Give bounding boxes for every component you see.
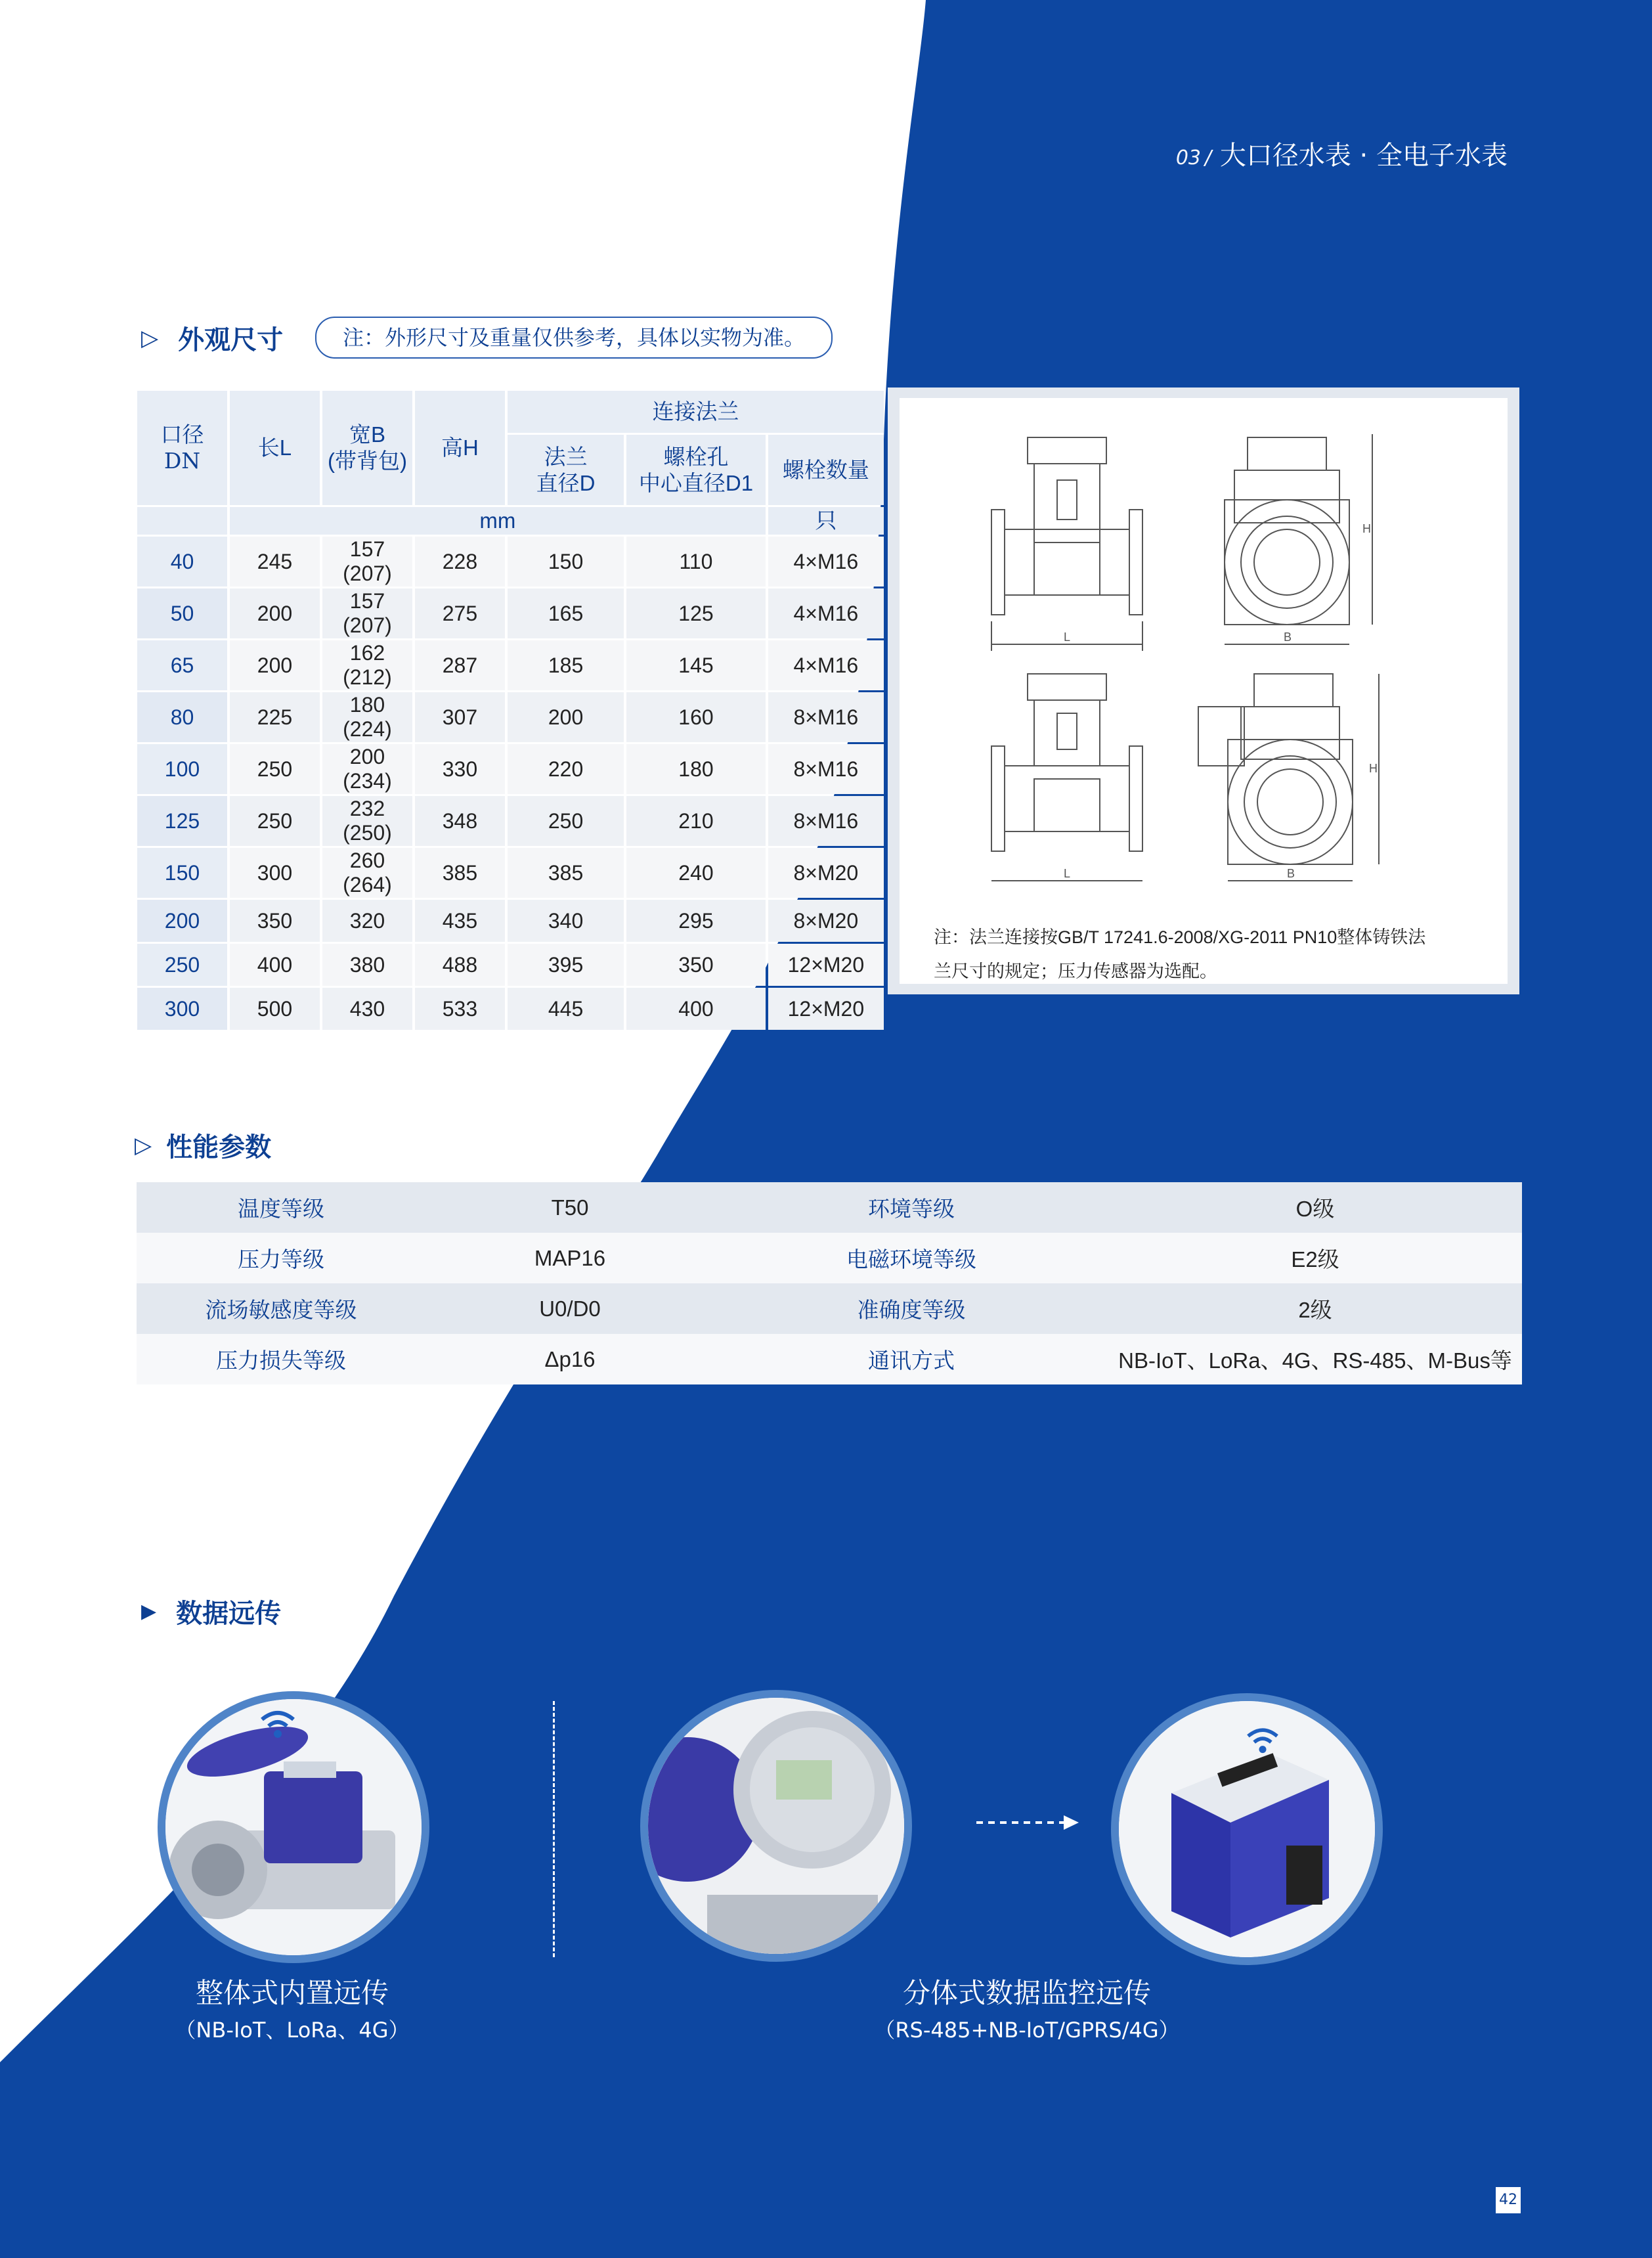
cell-length: 245 xyxy=(230,537,320,587)
dashed-arrow-icon xyxy=(975,1813,1080,1832)
performance-heading-text: 性能参数 xyxy=(166,1132,272,1162)
cell-bolt-count: 8×M20 xyxy=(768,900,884,942)
param-label: 环境等级 xyxy=(868,1197,955,1221)
drawing-label-b-1: B xyxy=(1284,631,1292,644)
table-row xyxy=(137,537,884,587)
cell-height: 330 xyxy=(415,744,505,794)
param-value: NB-IoT、LoRa、4G、RS-485、M-Bus等 xyxy=(1118,1348,1512,1373)
table-row xyxy=(137,796,884,846)
cell-flange-diameter: 200 xyxy=(508,692,624,742)
dimensions-heading xyxy=(141,319,283,357)
cell-dn: 125 xyxy=(137,796,227,846)
cell-height: 533 xyxy=(415,988,505,1030)
param-label: 压力损失等级 xyxy=(216,1348,346,1373)
table-row xyxy=(137,900,884,942)
cell-dn: 150 xyxy=(137,848,227,898)
cell-flange-diameter: 150 xyxy=(508,537,624,587)
cell-width: 157 (207) xyxy=(322,537,412,587)
integrated-caption xyxy=(158,1972,427,2044)
header-bolt-count: 螺栓数量 xyxy=(768,435,884,505)
header-bolt-circle-line1: 螺栓孔 xyxy=(663,445,729,470)
drawing-label-b-2: B xyxy=(1287,867,1295,880)
flange-standard-note xyxy=(934,920,1485,988)
cell-length: 250 xyxy=(230,796,320,846)
cell-bolt-circle: 350 xyxy=(626,944,766,986)
cell-length: 500 xyxy=(230,988,320,1030)
header-unit-spacer xyxy=(137,507,227,535)
table-row xyxy=(137,944,884,986)
cell-flange-diameter: 250 xyxy=(508,796,624,846)
table-row xyxy=(137,640,884,690)
param-value: O级 xyxy=(1295,1197,1335,1221)
cell-height: 348 xyxy=(415,796,505,846)
flange-note-line2: 兰尺寸的规定；压力传感器为选配。 xyxy=(934,962,1217,981)
integrated-caption-subtitle: （NB-IoT、LoRa、4G） xyxy=(175,2018,410,2043)
drawing-label-l-2: L xyxy=(1064,867,1071,880)
cell-bolt-count: 8×M16 xyxy=(768,796,884,846)
param-label: 流场敏感度等级 xyxy=(205,1298,357,1322)
cell-bolt-circle: 160 xyxy=(626,692,766,742)
table-row xyxy=(137,1182,1522,1233)
table-row xyxy=(137,988,884,1030)
front-view-drawing-1 xyxy=(1225,434,1372,644)
cell-width: 260 (264) xyxy=(322,848,412,898)
cell-length: 350 xyxy=(230,900,320,942)
cell-width: 232 (250) xyxy=(322,796,412,846)
cell-bolt-count: 8×M20 xyxy=(768,848,884,898)
header-length: 长L xyxy=(230,391,320,505)
dimension-drawing-panel xyxy=(888,387,1519,994)
page-header-title: 03 / 大口径水表 · 全电子水表 xyxy=(1175,141,1508,171)
section-divider xyxy=(553,1701,555,1957)
cell-bolt-count: 8×M16 xyxy=(768,744,884,794)
cell-dn: 100 xyxy=(137,744,227,794)
cell-bolt-circle: 295 xyxy=(626,900,766,942)
split-caption-title: 分体式数据监控远传 xyxy=(902,1977,1151,2009)
header-bolt-circle xyxy=(626,435,766,505)
param-label: 电磁环境等级 xyxy=(846,1247,976,1272)
param-value: MAP16 xyxy=(534,1245,606,1270)
split-meter-illustration xyxy=(648,1698,904,1954)
cell-dn: 250 xyxy=(137,944,227,986)
cell-dn: 65 xyxy=(137,640,227,690)
cell-length: 200 xyxy=(230,588,320,638)
drawing-label-l-1: L xyxy=(1064,631,1071,644)
header-unit-mm: mm xyxy=(230,507,766,535)
cell-flange-diameter: 185 xyxy=(508,640,624,690)
param-value: 2级 xyxy=(1298,1298,1332,1322)
cell-dn: 80 xyxy=(137,692,227,742)
header-flange-diameter xyxy=(508,435,624,505)
cell-length: 225 xyxy=(230,692,320,742)
cell-height: 275 xyxy=(415,588,505,638)
table-row xyxy=(137,848,884,898)
cell-width: 380 xyxy=(322,944,412,986)
cell-height: 435 xyxy=(415,900,505,942)
table-row xyxy=(137,1233,1522,1283)
cell-height: 307 xyxy=(415,692,505,742)
cell-bolt-count: 4×M16 xyxy=(768,640,884,690)
solid-triangle-icon: ▶ xyxy=(141,1600,157,1623)
param-value: E2级 xyxy=(1291,1247,1339,1272)
table-row xyxy=(137,1283,1522,1334)
param-label: 温度等级 xyxy=(238,1197,324,1221)
table-row xyxy=(137,692,884,742)
cell-dn: 300 xyxy=(137,988,227,1030)
header-height: 高H xyxy=(415,391,505,505)
param-label: 通讯方式 xyxy=(868,1348,955,1373)
table-row xyxy=(137,744,884,794)
cell-bolt-count: 12×M20 xyxy=(768,988,884,1030)
header-dn-line2: DN xyxy=(163,448,201,474)
param-label: 准确度等级 xyxy=(857,1298,966,1322)
header-dn-line1: 口径 xyxy=(160,422,204,447)
performance-heading xyxy=(135,1126,271,1164)
header-width xyxy=(322,391,412,505)
cell-bolt-circle: 180 xyxy=(626,744,766,794)
outline-triangle-icon: ▷ xyxy=(141,324,159,351)
cell-dn: 40 xyxy=(137,537,227,587)
header-flange-diameter-line1: 法兰 xyxy=(544,445,588,470)
header-width-line1: 宽B xyxy=(349,422,385,447)
header-dn xyxy=(137,391,227,505)
param-value: U0/D0 xyxy=(539,1296,601,1321)
cell-height: 385 xyxy=(415,848,505,898)
dimensions-table xyxy=(135,389,886,1032)
table-row xyxy=(137,588,884,638)
cell-bolt-circle: 145 xyxy=(626,640,766,690)
drawing-label-h-2: H xyxy=(1369,762,1378,775)
header-bolt-circle-line2: 中心直径D1 xyxy=(638,470,754,495)
integrated-caption-title: 整体式内置远传 xyxy=(195,1977,389,2009)
cell-length: 400 xyxy=(230,944,320,986)
cell-width: 200 (234) xyxy=(322,744,412,794)
dimensions-note: 注：外形尺寸及重量仅供参考，具体以实物为准。 xyxy=(315,317,833,359)
front-view-drawing-2 xyxy=(1198,674,1379,881)
cell-flange-diameter: 395 xyxy=(508,944,624,986)
header-width-line2: (带背包) xyxy=(327,449,407,473)
cell-flange-diameter: 385 xyxy=(508,848,624,898)
cell-bolt-circle: 110 xyxy=(626,537,766,587)
cell-bolt-count: 4×M16 xyxy=(768,537,884,587)
cell-height: 287 xyxy=(415,640,505,690)
cell-bolt-circle: 125 xyxy=(626,588,766,638)
wifi-icon xyxy=(258,1706,297,1739)
cell-bolt-circle: 240 xyxy=(626,848,766,898)
header-flange-group: 连接法兰 xyxy=(508,391,884,433)
cell-width: 162 (212) xyxy=(322,640,412,690)
remote-heading-text: 数据远传 xyxy=(176,1599,282,1629)
flange-note-line1: 注：法兰连接按GB/T 17241.6-2008/XG-2011 PN10整体铸铁法 xyxy=(934,927,1426,947)
side-view-drawing-2 xyxy=(991,674,1142,881)
performance-table xyxy=(137,1182,1522,1384)
page-number: 42 xyxy=(1496,2187,1521,2213)
header-unit-pcs: 只 xyxy=(768,507,884,535)
split-meter-photo xyxy=(640,1690,912,1962)
cell-width: 320 xyxy=(322,900,412,942)
split-caption-subtitle: （RS-485+NB-IoT/GPRS/4G） xyxy=(874,2018,1180,2043)
side-view-drawing-1 xyxy=(991,437,1142,651)
cell-bolt-count: 4×M16 xyxy=(768,588,884,638)
dimensions-table-body xyxy=(137,537,884,1030)
dimension-drawing-area xyxy=(900,398,1508,984)
cell-bolt-count: 12×M20 xyxy=(768,944,884,986)
cell-bolt-count: 8×M16 xyxy=(768,692,884,742)
table-row xyxy=(137,1334,1522,1384)
cell-length: 200 xyxy=(230,640,320,690)
section-number: 03 xyxy=(1175,146,1202,169)
cell-height: 488 xyxy=(415,944,505,986)
cell-dn: 200 xyxy=(137,900,227,942)
section-title: 大口径水表 · 全电子水表 xyxy=(1219,141,1508,171)
cell-dn: 50 xyxy=(137,588,227,638)
cell-height: 228 xyxy=(415,537,505,587)
param-value: Δp16 xyxy=(544,1346,596,1371)
drawing-label-h-1: H xyxy=(1362,522,1371,535)
cell-bolt-circle: 400 xyxy=(626,988,766,1030)
param-label: 压力等级 xyxy=(238,1247,324,1272)
cell-length: 300 xyxy=(230,848,320,898)
cell-bolt-circle: 210 xyxy=(626,796,766,846)
split-caption xyxy=(830,1972,1224,2044)
cell-width: 430 xyxy=(322,988,412,1030)
cell-flange-diameter: 165 xyxy=(508,588,624,638)
dimensions-heading-text: 外观尺寸 xyxy=(178,325,284,355)
cell-flange-diameter: 220 xyxy=(508,744,624,794)
param-value: T50 xyxy=(551,1195,589,1220)
cell-width: 180 (224) xyxy=(322,692,412,742)
header-flange-diameter-line2: 直径D xyxy=(536,470,596,495)
wifi-icon xyxy=(1244,1724,1281,1754)
cell-flange-diameter: 445 xyxy=(508,988,624,1030)
technical-drawing xyxy=(900,398,1508,897)
cell-width: 157 (207) xyxy=(322,588,412,638)
cell-flange-diameter: 340 xyxy=(508,900,624,942)
cell-length: 250 xyxy=(230,744,320,794)
outline-triangle-icon: ▷ xyxy=(135,1132,152,1159)
remote-heading xyxy=(141,1593,281,1630)
